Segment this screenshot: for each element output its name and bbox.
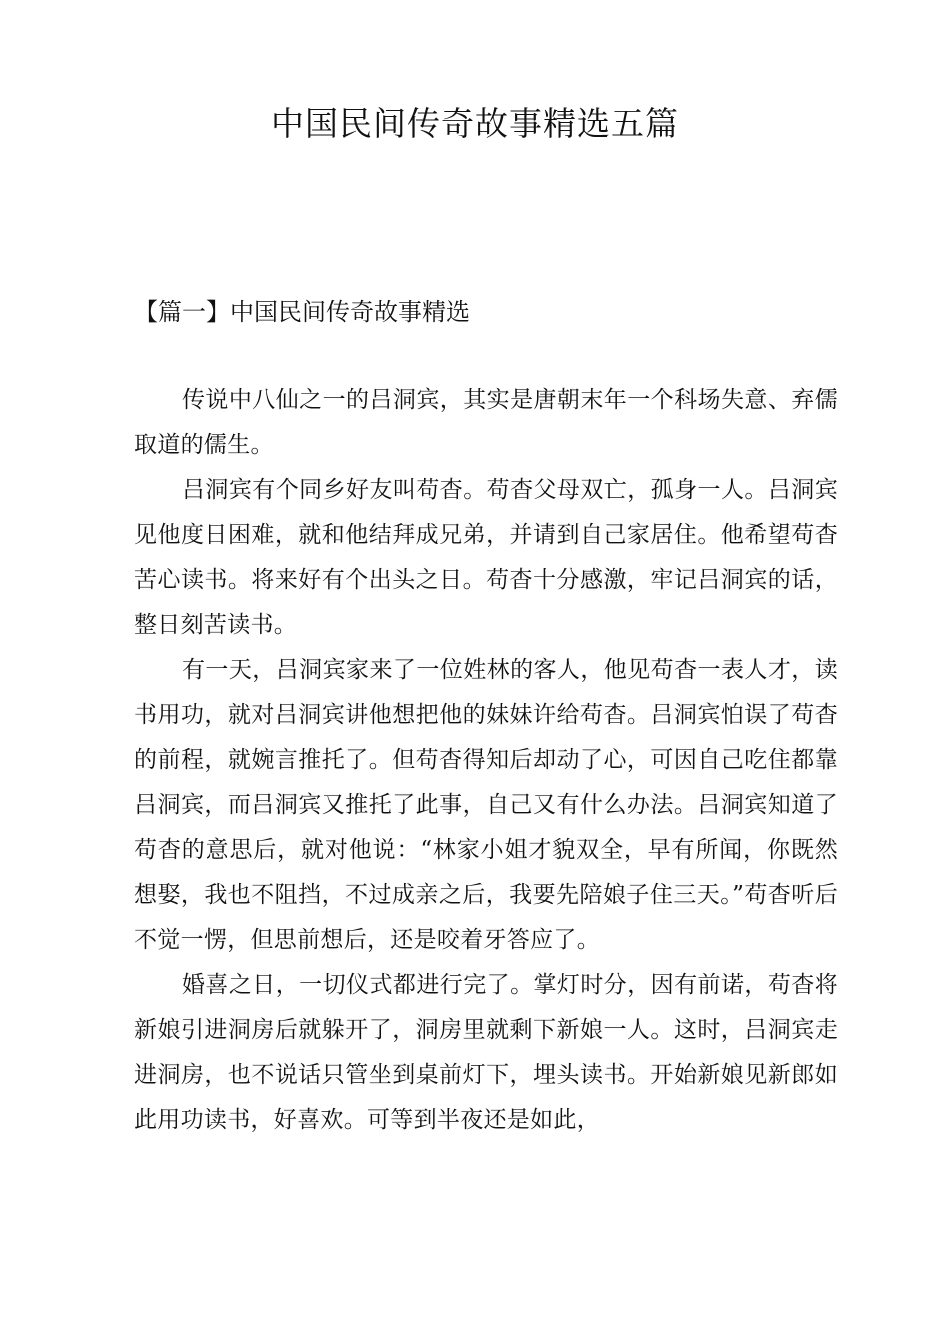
document-body	[134, 378, 838, 1143]
paragraph: 婚喜之日，一切仪式都进行完了。掌灯时分，因有前诺，苟杳将新娘引进洞房后就躲开了，洞房里就剩下新娘一人。这时，吕洞宾走进洞房，也不说话只管坐到桌前灯下，埋头读书。开始新娘见新郎如此用功读书，好喜欢。可等到半夜还是如此，	[134, 972, 838, 1133]
paragraph: 有一天，吕洞宾家来了一位姓林的客人，他见苟杳一表人才，读书用功，就对吕洞宾讲他想把他的妹妹许给苟杳。吕洞宾怕误了苟杳的前程，就婉言推托了。但苟杳得知后却动了心，可因自己吃住都靠吕洞宾，而吕洞宾又推托了此事，自己又有什么办法。吕洞宾知道了苟杳的意思后，就对他说：“林家小姐才貌双全，早有所闻，你既然想娶，我也不阻挡，不过成亲之后，我要先陪娘子住三天。”苟杳听后不觉一愣，但思前想后，还是咬着牙答应了。	[134, 657, 838, 953]
paragraph: 传说中八仙之一的吕洞宾，其实是唐朝末年一个科场失意、弃儒取道的儒生。	[134, 387, 838, 458]
document-title: 中国民间传奇故事精选五篇	[271, 104, 679, 143]
section-heading: 【篇一】中国民间传奇故事精选	[134, 298, 470, 326]
paragraph: 吕洞宾有个同乡好友叫苟杳。苟杳父母双亡，孤身一人。吕洞宾见他度日困难，就和他结拜成兄弟，并请到自己家居住。他希望苟杳苦心读书。将来好有个出头之日。苟杳十分感激，牢记吕洞宾的话，整日刻苦读书。	[134, 477, 838, 638]
